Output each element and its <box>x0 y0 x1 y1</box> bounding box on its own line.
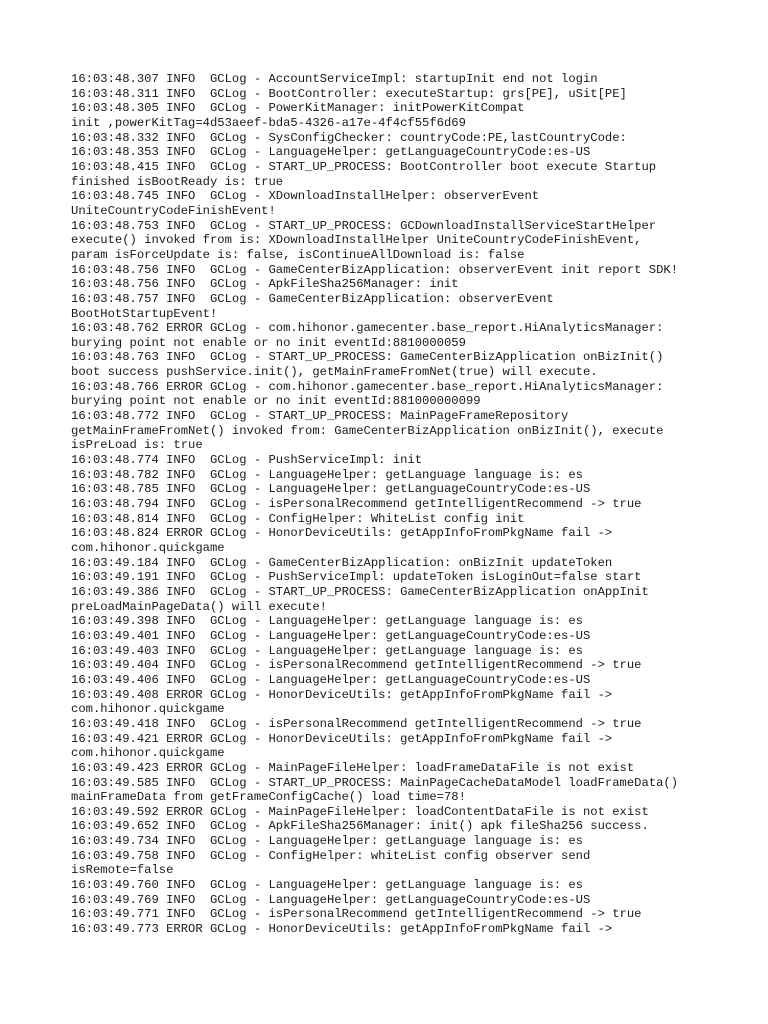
log-line: com.hihonor.quickgame <box>71 702 225 717</box>
log-line: 16:03:49.184 INFO GCLog - GameCenterBizApplication: onBizInit updateToken <box>71 555 613 570</box>
log-line: 16:03:49.592 ERROR GCLog - MainPageFileHelper: loadContentDataFile is not exist <box>71 804 649 819</box>
log-line: 16:03:49.408 ERROR GCLog - HonorDeviceUtils: getAppInfoFromPkgName fail -> <box>71 687 613 702</box>
log-line: 16:03:49.423 ERROR GCLog - MainPageFileHelper: loadFrameDataFile is not exist <box>71 760 635 775</box>
log-line: 16:03:49.771 INFO GCLog - isPersonalRecommend getIntelligentRecommend -> true <box>71 907 642 922</box>
log-line: mainFrameData from getFrameConfigCache() load time=78! <box>71 790 466 805</box>
log-line: 16:03:48.756 INFO GCLog - ApkFileSha256Manager: init <box>71 277 459 292</box>
log-line: com.hihonor.quickgame <box>71 746 225 761</box>
log-line: 16:03:48.753 INFO GCLog - START_UP_PROCESS: GCDownloadInstallServiceStartHelper <box>71 218 657 233</box>
log-line: 16:03:49.769 INFO GCLog - LanguageHelper: getLanguageCountryCode:es-US <box>71 892 591 907</box>
log-line: execute() invoked from is: XDownloadInstallHelper UniteCountryCodeFinishEvent, <box>71 233 642 248</box>
log-line: 16:03:49.386 INFO GCLog - START_UP_PROCESS: GameCenterBizApplication onAppInit <box>71 584 649 599</box>
log-line: 16:03:48.307 INFO GCLog - AccountServiceImpl: startupInit end not login <box>71 72 598 86</box>
log-line: 16:03:48.782 INFO GCLog - LanguageHelper: getLanguage language is: es <box>71 467 583 482</box>
log-line: param isForceUpdate is: false, isContinueAllDownload is: false <box>71 247 525 262</box>
log-line: 16:03:49.585 INFO GCLog - START_UP_PROCESS: MainPageCacheDataModel loadFrameData() <box>71 775 679 790</box>
log-line: isPreLoad is: true <box>71 438 203 453</box>
log-line: 16:03:48.772 INFO GCLog - START_UP_PROCESS: MainPageFrameRepository <box>71 409 569 424</box>
log-line: UniteCountryCodeFinishEvent! <box>71 203 276 218</box>
log-line: 16:03:49.403 INFO GCLog - LanguageHelper: getLanguage language is: es <box>71 643 583 658</box>
log-line: 16:03:48.311 INFO GCLog - BootController: executeStartup: grs[PE], uSit[PE] <box>71 86 627 101</box>
log-line: isRemote=false <box>71 863 174 878</box>
log-line: 16:03:48.353 INFO GCLog - LanguageHelper: getLanguageCountryCode:es-US <box>71 145 591 160</box>
log-line: 16:03:49.760 INFO GCLog - LanguageHelper: getLanguage language is: es <box>71 878 583 893</box>
log-line: boot success pushService.init(), getMainFrameFromNet(true) will execute. <box>71 365 598 380</box>
log-line: 16:03:48.766 ERROR GCLog - com.hihonor.gamecenter.base_report.HiAnalyticsManager: <box>71 379 664 394</box>
log-document <box>71 72 751 937</box>
log-line: 16:03:48.745 INFO GCLog - XDownloadInstallHelper: observerEvent <box>71 189 540 204</box>
log-line: 16:03:48.332 INFO GCLog - SysConfigChecker: countryCode:PE,lastCountryCode: <box>71 130 627 145</box>
log-line: 16:03:49.398 INFO GCLog - LanguageHelper: getLanguage language is: es <box>71 614 583 629</box>
log-line: BootHotStartupEvent! <box>71 306 218 321</box>
log-line: 16:03:48.794 INFO GCLog - isPersonalRecommend getIntelligentRecommend -> true <box>71 497 642 512</box>
log-line: 16:03:49.191 INFO GCLog - PushServiceImpl: updateToken isLoginOut=false start <box>71 570 642 585</box>
log-line: 16:03:49.406 INFO GCLog - LanguageHelper: getLanguageCountryCode:es-US <box>71 672 591 687</box>
log-line: com.hihonor.quickgame <box>71 541 225 555</box>
log-line: 16:03:48.824 ERROR GCLog - HonorDeviceUtils: getAppInfoFromPkgName fail -> <box>71 526 613 541</box>
log-line: 16:03:49.773 ERROR GCLog - HonorDeviceUtils: getAppInfoFromPkgName fail -> <box>71 922 613 937</box>
log-line: 16:03:48.763 INFO GCLog - START_UP_PROCESS: GameCenterBizApplication onBizInit() <box>71 350 664 365</box>
log-line: burying point not enable or no init eventId:8810000059 <box>71 335 466 350</box>
log-line: 16:03:48.305 INFO GCLog - PowerKitManager: initPowerKitCompat <box>71 101 525 116</box>
log-line: 16:03:48.774 INFO GCLog - PushServiceImpl: init <box>71 453 423 468</box>
log-line: finished isBootReady is: true <box>71 174 284 189</box>
log-line: 16:03:48.757 INFO GCLog - GameCenterBizApplication: observerEvent <box>71 291 554 306</box>
log-line: init ,powerKitTag=4d53aeef-bda5-4326-a17e-4f4cf55f6d69 <box>71 115 466 130</box>
log-line: 16:03:48.415 INFO GCLog - START_UP_PROCESS: BootController boot execute Startup <box>71 159 657 174</box>
log-line: 16:03:49.652 INFO GCLog - ApkFileSha256Manager: init() apk fileSha256 success. <box>71 819 649 834</box>
log-line: preLoadMainPageData() will execute! <box>71 599 327 614</box>
log-line: getMainFrameFromNet() invoked from: GameCenterBizApplication onBizInit(), execute <box>71 423 664 438</box>
log-line: 16:03:49.734 INFO GCLog - LanguageHelper: getLanguage language is: es <box>71 834 583 849</box>
log-line: 16:03:49.421 ERROR GCLog - HonorDeviceUtils: getAppInfoFromPkgName fail -> <box>71 731 613 746</box>
log-line: 16:03:48.814 INFO GCLog - ConfigHelper: WhiteList config init <box>71 511 525 526</box>
log-line: 16:03:49.758 INFO GCLog - ConfigHelper: whiteList config observer send <box>71 848 591 863</box>
log-line: 16:03:49.401 INFO GCLog - LanguageHelper: getLanguageCountryCode:es-US <box>71 628 591 643</box>
log-line: 16:03:48.762 ERROR GCLog - com.hihonor.gamecenter.base_report.HiAnalyticsManager: <box>71 321 664 336</box>
log-line: 16:03:49.404 INFO GCLog - isPersonalRecommend getIntelligentRecommend -> true <box>71 658 642 673</box>
log-line: 16:03:48.785 INFO GCLog - LanguageHelper: getLanguageCountryCode:es-US <box>71 482 591 497</box>
log-line: 16:03:49.418 INFO GCLog - isPersonalRecommend getIntelligentRecommend -> true <box>71 716 642 731</box>
log-line: burying point not enable or no init eventId:881000000099 <box>71 394 481 409</box>
log-line: 16:03:48.756 INFO GCLog - GameCenterBizApplication: observerEvent init report SDK! <box>71 262 679 277</box>
